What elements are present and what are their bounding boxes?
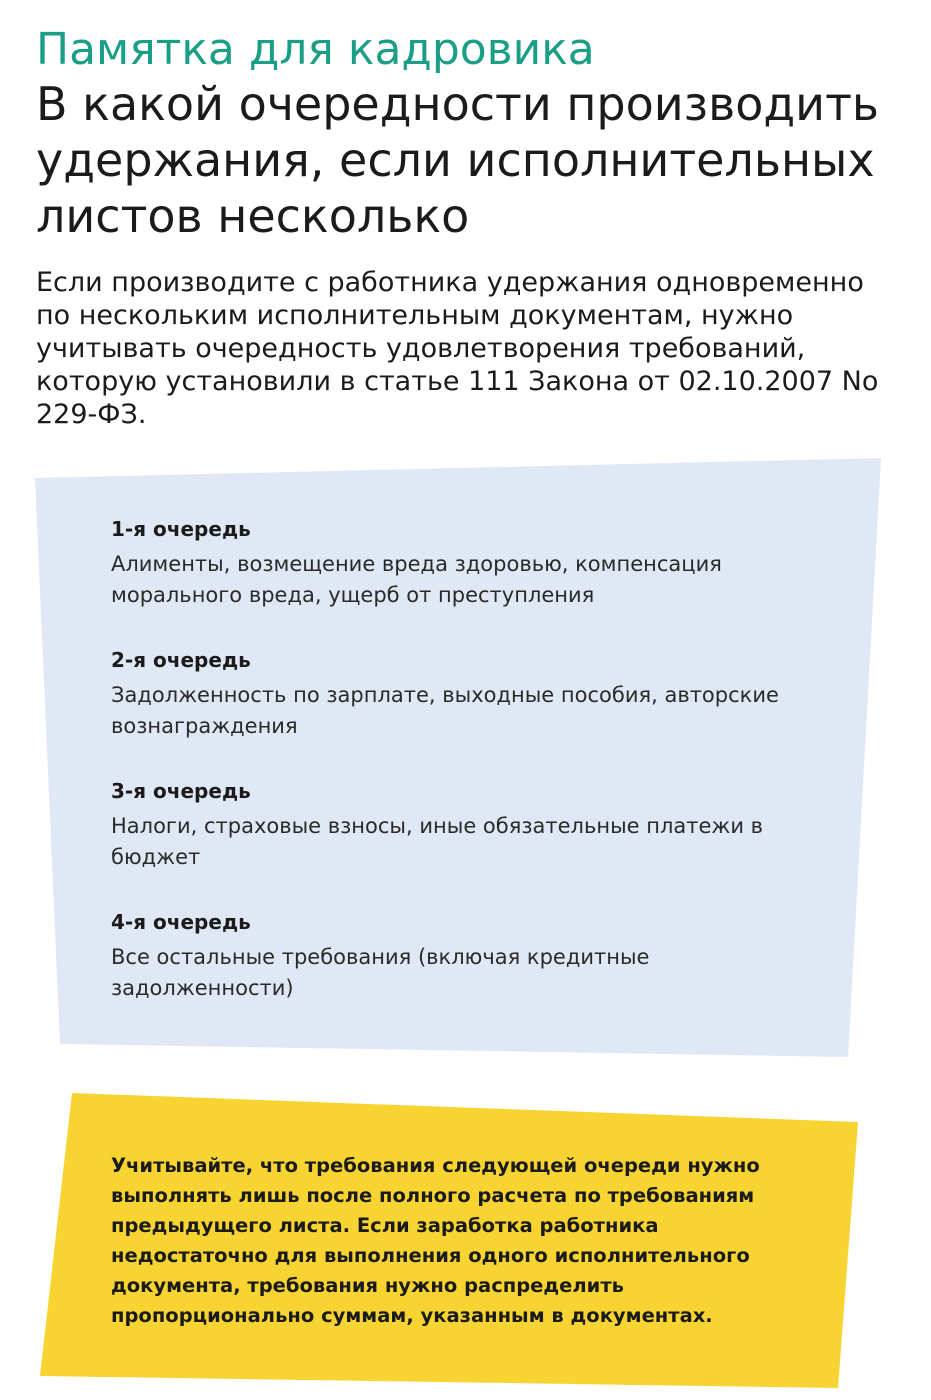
queue-title: 2-я очередь <box>111 648 251 672</box>
queue-text: Все остальные требования (включая кредитные задолженности) <box>111 945 650 1000</box>
queue-text: Алименты, возмещение вреда здоровью, компенсация морального вреда, ущерб от преступления <box>111 552 722 607</box>
intro-paragraph: Если производите с работника удержания одновременно по нескольким исполнительным документам, нужно учитывать очередность удовлетворения требований, которую установили в статье 111 Закона от 02.10.2007 No 229-ФЗ. <box>36 267 879 430</box>
queue-title: 3-я очередь <box>111 779 251 803</box>
note-text: Учитывайте, что требования следующей очереди нужно выполнять лишь после полного расчета по требованиям предыдущего листа. Если заработка работника недостаточно для выполнения одного исполнительного документа, требования нужно распределить пропорционально суммам, указанным в документах. <box>111 1154 760 1327</box>
page-title: В какой очередности производить удержания, если исполнительных листов несколько <box>36 77 879 243</box>
queue-title: 1-я очередь <box>111 517 251 541</box>
page-kicker: Памятка для кадровика <box>36 24 595 75</box>
queue-text: Налоги, страховые взносы, иные обязательные платежи в бюджет <box>111 814 764 869</box>
queue-text: Задолженность по зарплате, выходные пособия, авторские вознаграждения <box>111 683 779 738</box>
queue-title: 4-я очередь <box>111 910 251 934</box>
